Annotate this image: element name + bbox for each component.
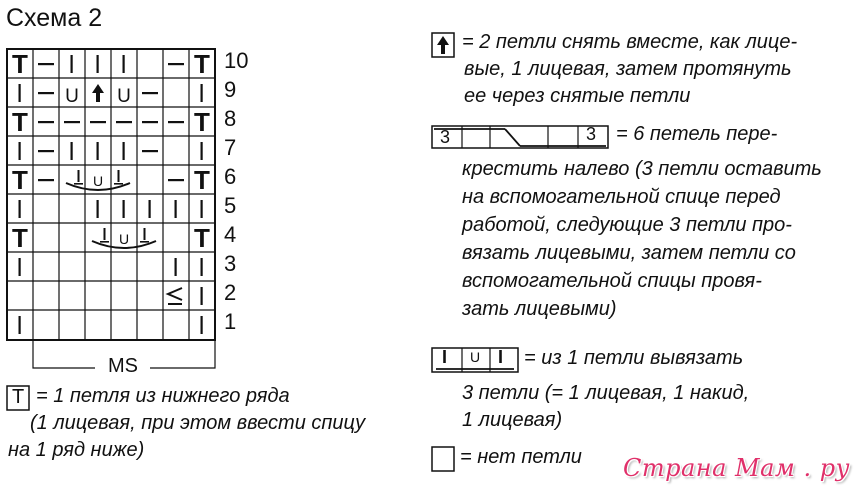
legend-inc-text: = из 1 петли вывязать: [524, 347, 744, 369]
row-number-10: 10: [224, 48, 249, 73]
legend-cross-text-cont: крестить налево (3 петли оставить на вспомогательной спице перед работой, следующие 3 петли про- вязать лицевыми, затем петли со вспомогательной спицы провя- зать лицевыми): [462, 158, 822, 320]
svg-text:U: U: [118, 231, 130, 247]
svg-text:U: U: [92, 173, 104, 189]
row-number-9: 9: [224, 77, 237, 102]
legend-nostitch-text: = нет петли: [460, 446, 582, 468]
inc-sym-right: I: [498, 347, 504, 367]
row-number-8: 8: [224, 106, 237, 131]
row-number-6: 6: [224, 164, 237, 189]
legend-t-text: = 1 петля из нижнего ряда: [36, 385, 290, 407]
row-number-4: 4: [224, 222, 237, 247]
svg-text:T: T: [12, 223, 28, 253]
ms-label: MS: [104, 355, 142, 378]
svg-text:T: T: [12, 49, 28, 79]
inc-sym-mid: U: [470, 349, 481, 365]
cross-num-right: 3: [586, 124, 597, 144]
svg-text:T: T: [194, 49, 210, 79]
inc-sym-left: I: [442, 347, 448, 367]
svg-text:U: U: [65, 86, 79, 107]
row-number-3: 3: [224, 251, 237, 276]
legend-t-text-cont: (1 лицевая, при этом ввести спицу на 1 ряд ниже): [8, 412, 366, 461]
legend-cross-text: = 6 петель пере-: [616, 123, 778, 145]
svg-text:U: U: [117, 86, 131, 107]
svg-text:T: T: [194, 223, 210, 253]
row-number-5: 5: [224, 193, 237, 218]
svg-text:T: T: [12, 107, 28, 137]
schema-title: Схема 2: [6, 4, 103, 32]
svg-text:T: T: [194, 165, 210, 195]
t-symbol: T: [12, 386, 25, 408]
svg-text:T: T: [194, 107, 210, 137]
row-number-7: 7: [224, 135, 237, 160]
watermark-logo: Страна Мам . ру: [623, 454, 850, 482]
row-number-2: 2: [224, 280, 237, 305]
row-number-1: 1: [224, 309, 237, 334]
cross-num-left: 3: [440, 127, 451, 147]
legend-inc-text-cont: 3 петли (= 1 лицевая, 1 накид, 1 лицевая): [462, 382, 750, 431]
legend-dec3-text: = 2 петли снять вместе, как лице- вые, 1 лицевая, затем протянуть ее через снятые петли: [462, 31, 798, 107]
svg-text:T: T: [12, 165, 28, 195]
